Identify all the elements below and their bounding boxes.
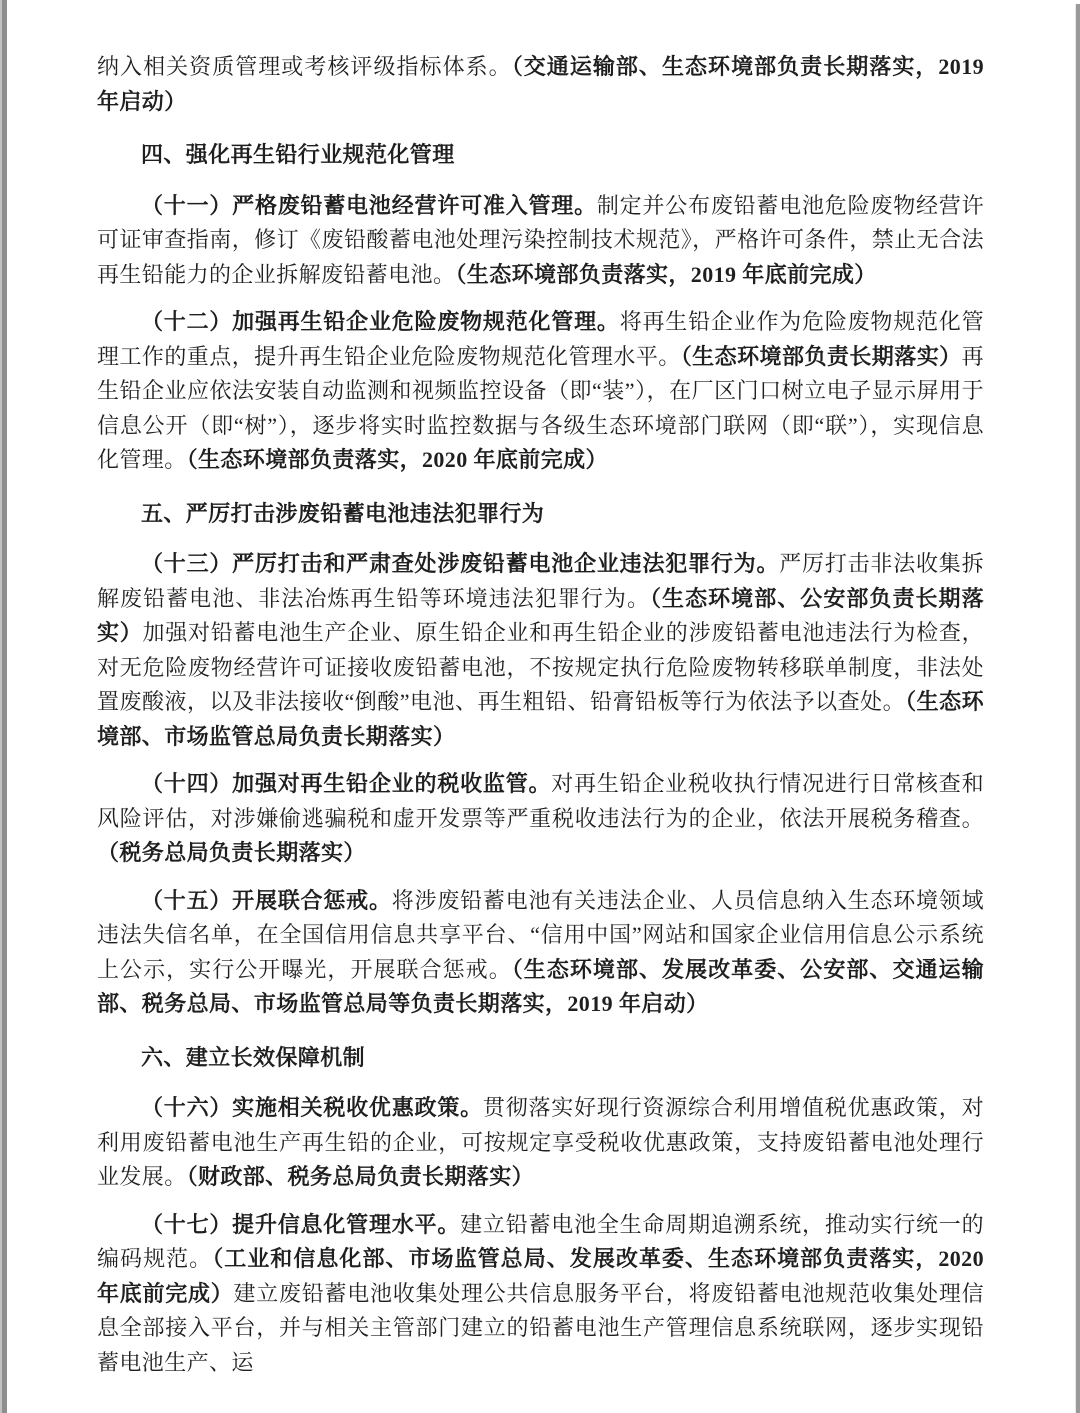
bold-text-segment: （工业和信息化部、市场监管总局、发展改革委、生态环境部负责落实，2020 年底前完成） bbox=[97, 1246, 984, 1306]
bold-text-segment: （生态环境部、公安部负责长期落实） bbox=[97, 585, 984, 645]
text-segment: 纳入相关资质管理或考核评级指标体系。 bbox=[97, 54, 512, 79]
bold-text-segment: 四、强化再生铅行业规范化管理 bbox=[141, 142, 455, 167]
paragraph bbox=[97, 1208, 984, 1381]
text-segment: 建立铅蓄电池全生命周期追溯系统，推动实行统一的编码规范。 bbox=[97, 1211, 984, 1271]
bold-text-segment: （十五）开展联合惩戒。 bbox=[141, 887, 392, 913]
text-segment: 加强对铅蓄电池生产企业、原生铅企业和再生铅企业的涉废铅蓄电池违法行为检查，对无危险废物经营许可证接收废铅蓄电池，不按规定执行危险废物转移联单制度，非法处置废酸液，以及非法接收“倒酸”电池、再生粗铅、铅膏铅板等行为依法予以查处。 bbox=[97, 620, 984, 714]
bold-text-segment: （生态环境部负责落实，2020 年底前完成） bbox=[186, 447, 608, 472]
text-segment: 将涉废铅蓄电池有关违法企业、人员信息纳入生态环境领域违法失信名单，在全国信用信息共享平台、“信用中国”网站和国家企业信用信息公示系统上公示，实行公开曝光，开展联合惩戒。 bbox=[97, 887, 985, 982]
bold-text-segment: （交通运输部、生态环境部负责长期落实，2019 年启动） bbox=[97, 54, 985, 114]
section-heading bbox=[97, 1041, 984, 1076]
paragraph bbox=[97, 1091, 984, 1195]
bold-text-segment: 五、严厉打击涉废铅蓄电池违法犯罪行为 bbox=[141, 500, 545, 526]
paragraph bbox=[97, 50, 984, 119]
page-right-edge bbox=[1075, 4, 1080, 1413]
text-segment: 再生铅企业应依法安装自动监测和视频监控设备（即“装”），在厂区门口树立电子显示屏用于信息公开（即“树”），逐步将实时监控数据与各级生态环境部门联网（即“联”），实现信息化管理。 bbox=[97, 343, 985, 472]
text-segment: 建立废铅蓄电池收集处理公共信息服务平台，将废铅蓄电池规范收集处理信息全部接入平台，并与相关主管部门建立的铅蓄电池生产管理信息系统联网，逐步实现铅蓄电池生产、运 bbox=[97, 1280, 984, 1375]
text-segment: 制定并公布废铅蓄电池危险废物经营许可证审查指南，修订《废铅酸蓄电池处理污染控制技术规范》，严格许可条件，禁止无合法再生铅能力的企业拆解废铅蓄电池。 bbox=[97, 192, 984, 287]
bold-text-segment: （生态环境部、市场监管总局负责长期落实） bbox=[97, 689, 984, 749]
paragraph bbox=[97, 189, 984, 293]
paragraph bbox=[97, 884, 984, 1022]
text-segment: 对再生铅企业税收执行情况进行日常核查和风险评估，对涉嫌偷逃骗税和虚开发票等严重税收违法行为的企业，依法开展税务稽查。 bbox=[97, 771, 984, 831]
text-segment: 贯彻落实好现行资源综合利用增值税优惠政策，对利用废铅蓄电池生产再生铅的企业，可按规定享受税收优惠政策，支持废铅蓄电池处理行业发展。 bbox=[97, 1095, 984, 1189]
paragraph bbox=[97, 547, 984, 754]
bold-text-segment: （十四）加强对再生铅企业的税收监管。 bbox=[141, 771, 552, 796]
text-segment: 严厉打击非法收集拆解废铅蓄电池、非法冶炼再生铅等环境违法犯罪行为。 bbox=[97, 551, 985, 611]
bold-text-segment: 六、建立长效保障机制 bbox=[141, 1044, 366, 1070]
bold-text-segment: （生态环境部负责长期落实） bbox=[680, 343, 962, 369]
bold-text-segment: （十七）提升信息化管理水平。 bbox=[141, 1211, 461, 1237]
bold-text-segment: （十六）实施相关税收优惠政策。 bbox=[141, 1095, 483, 1120]
document-body bbox=[97, 50, 984, 1393]
bold-text-segment: （十一）严格废铅蓄电池经营许可准入管理。 bbox=[141, 192, 597, 218]
bold-text-segment: （十三）严厉打击和严肃查处涉废铅蓄电池企业违法犯罪行为。 bbox=[141, 551, 780, 576]
bold-text-segment: （税务总局负责长期落实） bbox=[97, 840, 366, 865]
text-segment: 将再生铅企业作为危险废物规范化管理工作的重点，提升再生铅企业危险废物规范化管理水平。 bbox=[97, 309, 985, 369]
section-heading bbox=[97, 497, 984, 532]
page-left-edge bbox=[0, 0, 7, 1413]
bold-text-segment: （生态环境部、发展改革委、公安部、交通运输部、税务总局、市场监管总局等负责长期落实，2019 年启动） bbox=[97, 956, 985, 1016]
paragraph bbox=[97, 305, 984, 478]
paragraph bbox=[97, 767, 984, 871]
bold-text-segment: （财政部、税务总局负责长期落实） bbox=[186, 1164, 535, 1189]
bold-text-segment: （生态环境部负责落实，2019 年底前完成） bbox=[455, 261, 877, 287]
bold-text-segment: （十二）加强再生铅企业危险废物规范化管理。 bbox=[141, 309, 620, 334]
section-heading bbox=[97, 138, 984, 173]
